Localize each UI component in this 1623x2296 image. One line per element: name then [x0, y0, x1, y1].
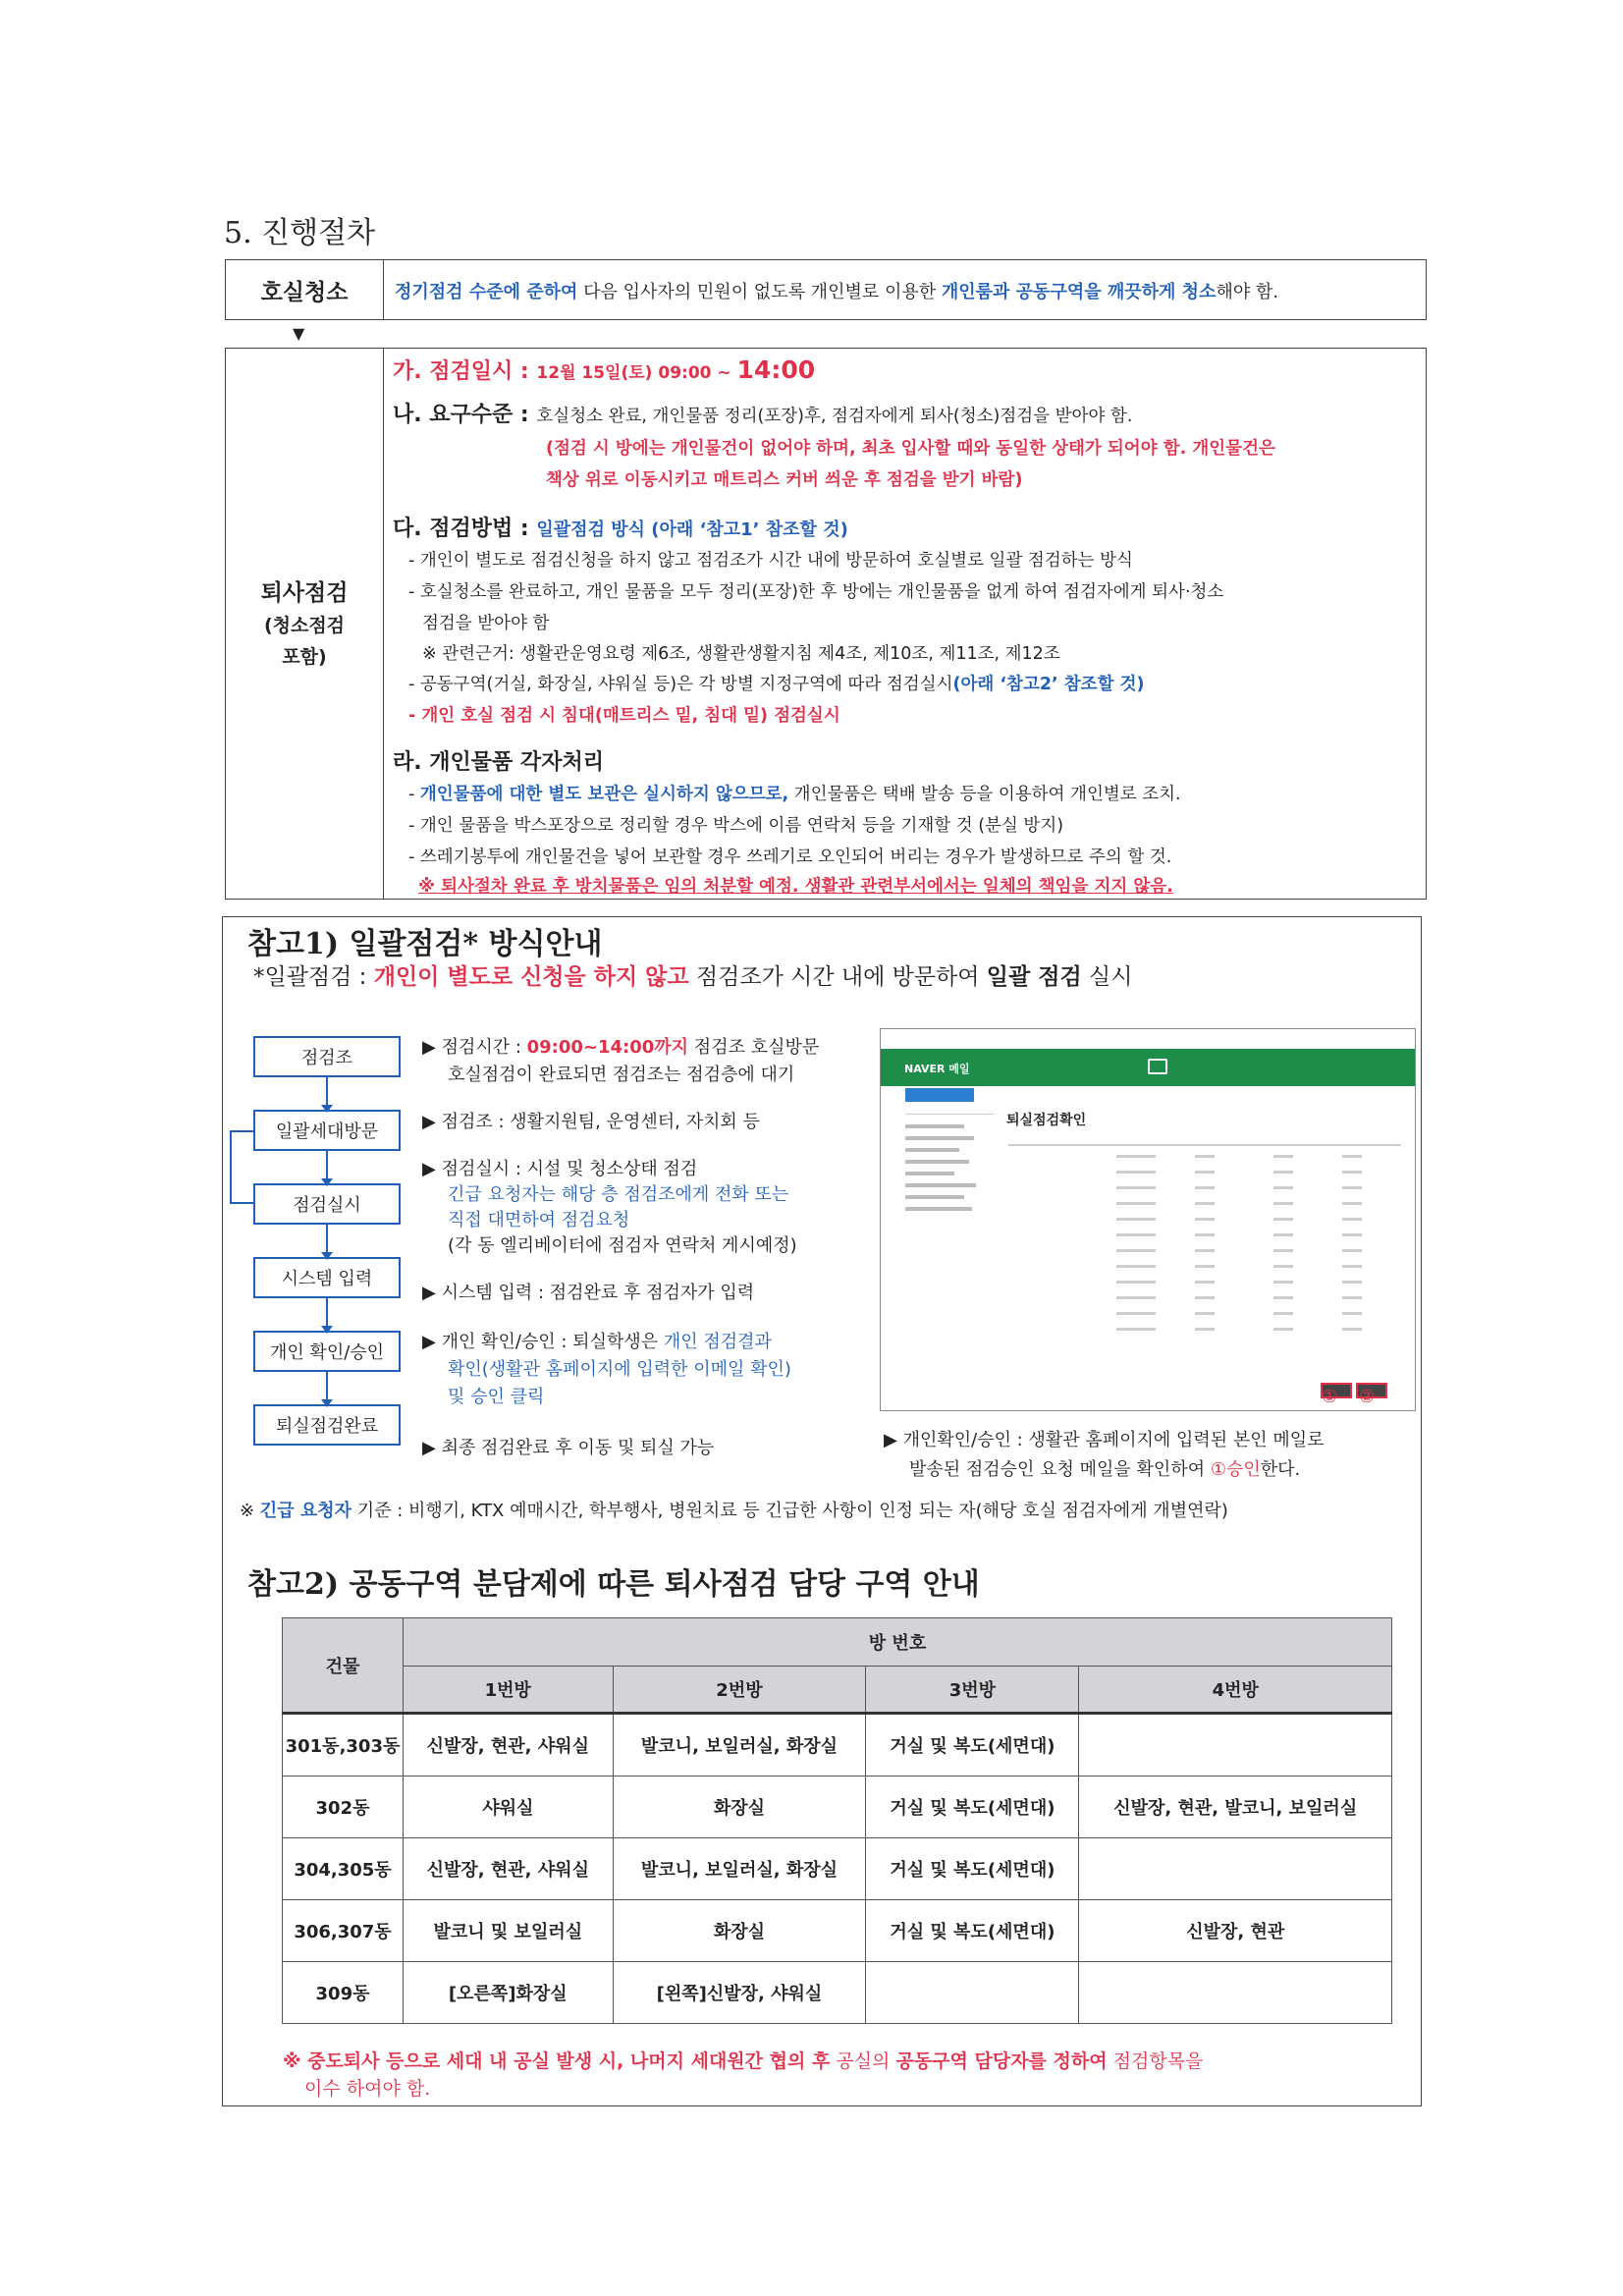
da-heading: 다. 점검방법 :: [393, 517, 537, 541]
col-room-3: 3번방: [866, 1667, 1079, 1714]
step-5b: 개인 점검결과: [663, 1332, 772, 1352]
cell: 거실 및 복도(세면대): [866, 1900, 1079, 1962]
sidebar-line: [905, 1124, 964, 1128]
step-5a: ▶ 개인 확인/승인 : 퇴실학생은: [422, 1332, 664, 1352]
ref2-title: 참고2) 공동구역 분담제에 따른 퇴사점검 담당 구역 안내: [247, 1567, 980, 1602]
da-line-5a: - 공동구역(거실, 화장실, 샤워실 등)은 각 방별 지정구역에 따라 점검실시: [408, 675, 953, 694]
arrow-down-icon: ▼: [293, 324, 305, 343]
da-line-5: [408, 671, 1145, 695]
flow-step-3: 점검실시: [253, 1183, 401, 1225]
step-1b: 09:00~14:00까지: [526, 1037, 689, 1058]
sidebar-line: [905, 1160, 969, 1164]
flow-step-6: 퇴실점검완료: [253, 1404, 401, 1446]
table-row: [283, 1777, 1392, 1838]
da-line-2: - 호실청소를 완료하고, 개인 물품을 모두 정리(포장)한 후 방에는 개인물품을 없게 하여 점검자에게 퇴사·청소: [408, 582, 1224, 602]
col-room-1: 1번방: [404, 1667, 614, 1714]
area-table: [282, 1617, 1392, 2024]
ga-line: [393, 355, 815, 385]
cell: 신발장, 현관, 발코니, 보일러실: [1079, 1777, 1392, 1838]
cell: 거실 및 복도(세면대): [866, 1838, 1079, 1900]
cell: 309동: [283, 1962, 404, 2024]
cell: 발코니 및 보일러실: [404, 1900, 614, 1962]
ra-line-3: - 쓰레기봉투에 개인물건을 넣어 보관할 경우 쓰레기로 오인되어 버리는 경우가 발생하므로 주의 할 것.: [408, 847, 1172, 867]
ra-line-4: ※ 퇴사절차 완료 후 방치물품은 임의 처분할 예정. 생활관 관련부서에서는 일체의 책임을 지지 않음.: [418, 877, 1173, 897]
step-1a: ▶ 점검시간 :: [422, 1037, 527, 1058]
footnote: [283, 2048, 1402, 2103]
step-5-line-3: 및 승인 클릭: [448, 1387, 545, 1407]
sidebar-line: [905, 1148, 959, 1152]
cell: [오른쪽]화장실: [404, 1962, 614, 2024]
ra-line-1: [408, 781, 1181, 805]
urgent-a: ※: [240, 1501, 260, 1521]
table-row: [283, 1838, 1392, 1900]
email-header-bar: [881, 1049, 1415, 1086]
step-1c: 점검조 호실방문: [688, 1037, 820, 1058]
step-3-line-3: 직접 대면하여 점검요청: [448, 1210, 630, 1230]
da-method: 일괄점검 방식 (아래 ‘참고1’ 참조할 것): [536, 519, 848, 540]
compose-button: [905, 1088, 974, 1102]
da-line-1: - 개인이 별도로 점검신청을 하지 않고 점검조가 시간 내에 방문하여 호실별로 일괄 점검하는 방식: [408, 551, 1133, 571]
email-subject: 퇴실점검확인: [1006, 1113, 1087, 1128]
sidebar-line: [905, 1207, 972, 1211]
da-line-5b: (아래 ‘참고2’ 참조할 것): [952, 675, 1145, 694]
cell: 화장실: [613, 1777, 866, 1838]
step-1-line-2: 호실점검이 완료되면 점검조는 점검층에 대기: [448, 1065, 795, 1085]
email-screenshot: [880, 1028, 1416, 1411]
cell: 거실 및 복도(세면대): [866, 1714, 1079, 1777]
note-c: 공동구역 담당자를 정하여: [895, 2050, 1108, 2072]
sidebar-line: [905, 1136, 974, 1140]
sidebar-line: [905, 1172, 954, 1175]
note-b: 공실의: [830, 2050, 896, 2072]
screenshot-caption: [884, 1426, 1325, 1485]
flow-arrow-2: [326, 1151, 328, 1180]
col-building: 건물: [283, 1618, 404, 1714]
cell: 신발장, 현관, 샤워실: [404, 1714, 614, 1777]
step-5-line-1: [422, 1328, 772, 1353]
cell: 신발장, 현관: [1079, 1900, 1392, 1962]
checkout-sublabel: [226, 610, 383, 673]
cell: 신발장, 현관, 샤워실: [404, 1838, 614, 1900]
cell: 발코니, 보일러실, 화장실: [613, 1714, 866, 1777]
step-3-line-2: 긴급 요청자는 해당 층 점검조에게 전화 또는: [448, 1184, 789, 1205]
flow-step-5: 개인 확인/승인: [253, 1331, 401, 1372]
cell: 샤워실: [404, 1777, 614, 1838]
da-line-3: 점검을 받아야 함: [422, 614, 550, 633]
cell: [1079, 1962, 1392, 2024]
flow-arrow-5: [326, 1372, 328, 1401]
urgent-c: 기준 : 비행기, KTX 예매시간, 학부행사, 병원치료 등 긴급한 사항이 인정 되는 자(해당 호실 점검자에게 개별연락): [352, 1501, 1228, 1521]
cleaning-box: [225, 259, 1427, 320]
na-heading: 나. 요구수준 :: [393, 403, 537, 427]
na-note-2: 책상 위로 이동시키고 매트리스 커버 씌운 후 점검을 받기 바람): [546, 470, 1023, 490]
col-room-4: 4번방: [1079, 1667, 1392, 1714]
cleaning-text: [395, 278, 1278, 303]
note-d: 점검항목을: [1107, 2050, 1204, 2072]
da-line-4: ※ 관련근거: 생활관운영요령 제6조, 생활관생활지침 제4조, 제10조, 제11조, 제12조: [422, 644, 1060, 664]
ra-line-1a: -: [408, 785, 420, 804]
note-a: ※ 중도퇴사 등으로 세대 내 공실 발생 시, 나머지 세대원간 협의 후: [283, 2050, 831, 2072]
step-4-line: ▶ 시스템 입력 : 점검완료 후 점검자가 입력: [422, 1283, 755, 1303]
ra-line-1c: 개인물품은 택배 발송 등을 이용하여 개인별로 조치.: [788, 785, 1181, 804]
ga-date: 12월 15일(토) 09:00 ~: [536, 363, 737, 383]
sidebar-line: [905, 1183, 976, 1187]
cell: 304,305동: [283, 1838, 404, 1900]
sidebar-divider: [905, 1114, 994, 1117]
cleaning-t4: 해야 함.: [1216, 282, 1279, 302]
ref1-title: 참고1) 일괄점검* 방식안내: [247, 927, 603, 961]
checkout-label: 퇴사점검: [260, 580, 349, 606]
email-sidebar: [905, 1088, 1003, 1383]
step-3-line-1: ▶ 점검실시 : 시설 및 청소상태 점검: [422, 1159, 698, 1179]
ra-line-2: - 개인 물품을 박스포장으로 정리할 경우 박스에 이름 연락처 등을 기재할 것 (분실 방지): [408, 816, 1064, 836]
checkout-box: [225, 348, 1427, 900]
cell: 거실 및 복도(세면대): [866, 1777, 1079, 1838]
caption-2b: ①승인: [1210, 1459, 1261, 1480]
flow-loop-arrow: [230, 1130, 253, 1204]
ref1-desc-e: 실시: [1081, 964, 1133, 990]
step-1-line-1: [422, 1033, 819, 1059]
caption-line-1: ▶ 개인확인/승인 : 생활관 홈페이지에 입력된 본인 메일로: [884, 1430, 1325, 1450]
col-room-number: 방 번호: [404, 1618, 1392, 1667]
ga-time-end: 14:00: [736, 355, 816, 384]
ref1-desc-c: 점검조가 시간 내에 방문하여: [688, 964, 987, 990]
na-line: [393, 398, 1132, 428]
flow-step-2: 일괄세대방문: [253, 1110, 401, 1151]
cell: 306,307동: [283, 1900, 404, 1962]
da-line: [393, 512, 848, 542]
circle-2-marker: ②: [1359, 1387, 1376, 1407]
ra-heading: 라. 개인물품 각자처리: [393, 750, 604, 775]
cleaning-t2: 다음 입사자의 민원이 없도록 개인별로 이용한: [577, 282, 942, 302]
table-row: [283, 1962, 1392, 2024]
table-row: [283, 1900, 1392, 1962]
urgent-note: [240, 1497, 1228, 1522]
ga-heading: 가. 점검일시 :: [393, 359, 537, 384]
step-5-line-2: 확인(생활관 홈페이지에 입력한 이메일 확인): [448, 1359, 791, 1380]
step-3-line-4: (각 동 엘리베이터에 점검자 연락처 게시예정): [448, 1235, 797, 1256]
col-room-2: 2번방: [613, 1667, 866, 1714]
email-brand: NAVER 메일: [904, 1063, 970, 1075]
flow-step-1: 점검조: [253, 1036, 401, 1077]
na-note-1: (점검 시 방에는 개인물건이 없어야 하며, 최초 입사할 때와 동일한 상태가 되어야 함. 개인물건은: [546, 439, 1275, 459]
table-row: [283, 1714, 1392, 1777]
flow-step-4: 시스템 입력: [253, 1257, 401, 1298]
cleaning-label: 호실청소: [226, 260, 384, 319]
caption-2a: 발송된 점검승인 요청 메일을 확인하여: [909, 1459, 1211, 1480]
ra-line-1b: 개인물품에 대한 별도 보관은 실시하지 않으므로,: [419, 785, 789, 804]
ref1-desc-d: 일괄 점검: [986, 964, 1082, 990]
flow-arrow-4: [326, 1298, 328, 1328]
ref1-desc-b: 개인이 별도로 신청을 하지 않고: [373, 964, 689, 990]
checkout-sublabel-1: (청소점검: [263, 615, 346, 636]
cell: [1079, 1714, 1392, 1777]
cell: 발코니, 보일러실, 화장실: [613, 1838, 866, 1900]
mail-icon: [1148, 1059, 1167, 1074]
note-e: 이수 하여야 함.: [304, 2078, 431, 2100]
na-text: 호실청소 완료, 개인물품 정리(포장)후, 점검자에게 퇴사(청소)점검을 받아야 함.: [536, 407, 1133, 426]
cell: [866, 1962, 1079, 2024]
ref1-desc-a: *일괄점검 :: [253, 964, 374, 990]
cell: [1079, 1838, 1392, 1900]
circle-1-marker: ①: [1322, 1387, 1338, 1407]
cell: 302동: [283, 1777, 404, 1838]
cleaning-t3: 개인룸과 공동구역을 깨끗하게 청소: [941, 282, 1217, 302]
section-title: 5. 진행절차: [224, 216, 376, 250]
checkout-sublabel-2: 포함): [282, 646, 327, 668]
sidebar-line: [905, 1195, 964, 1199]
checkout-label-cell: [226, 349, 384, 899]
step-2-line: ▶ 점검조 : 생활지원팀, 운영센터, 자치회 등: [422, 1112, 760, 1132]
caption-2c: 한다.: [1260, 1459, 1301, 1480]
step-6-line: ▶ 최종 점검완료 후 이동 및 퇴실 가능: [422, 1438, 715, 1458]
cell: 301동,303동: [283, 1714, 404, 1777]
flow-arrow-1: [326, 1077, 328, 1107]
cleaning-t1: 정기점검 수준에 준하여: [395, 282, 578, 302]
ref1-desc: [253, 958, 1132, 991]
cell: 화장실: [613, 1900, 866, 1962]
cell: [왼쪽]신발장, 샤워실: [613, 1962, 866, 2024]
da-line-6: - 개인 호실 점검 시 침대(매트리스 밑, 침대 밑) 점검실시: [408, 706, 840, 726]
email-table-graphic: [1008, 1135, 1401, 1381]
caption-line-2: [884, 1455, 1325, 1485]
flow-arrow-3: [326, 1225, 328, 1254]
urgent-b: 긴급 요청자: [259, 1501, 352, 1521]
